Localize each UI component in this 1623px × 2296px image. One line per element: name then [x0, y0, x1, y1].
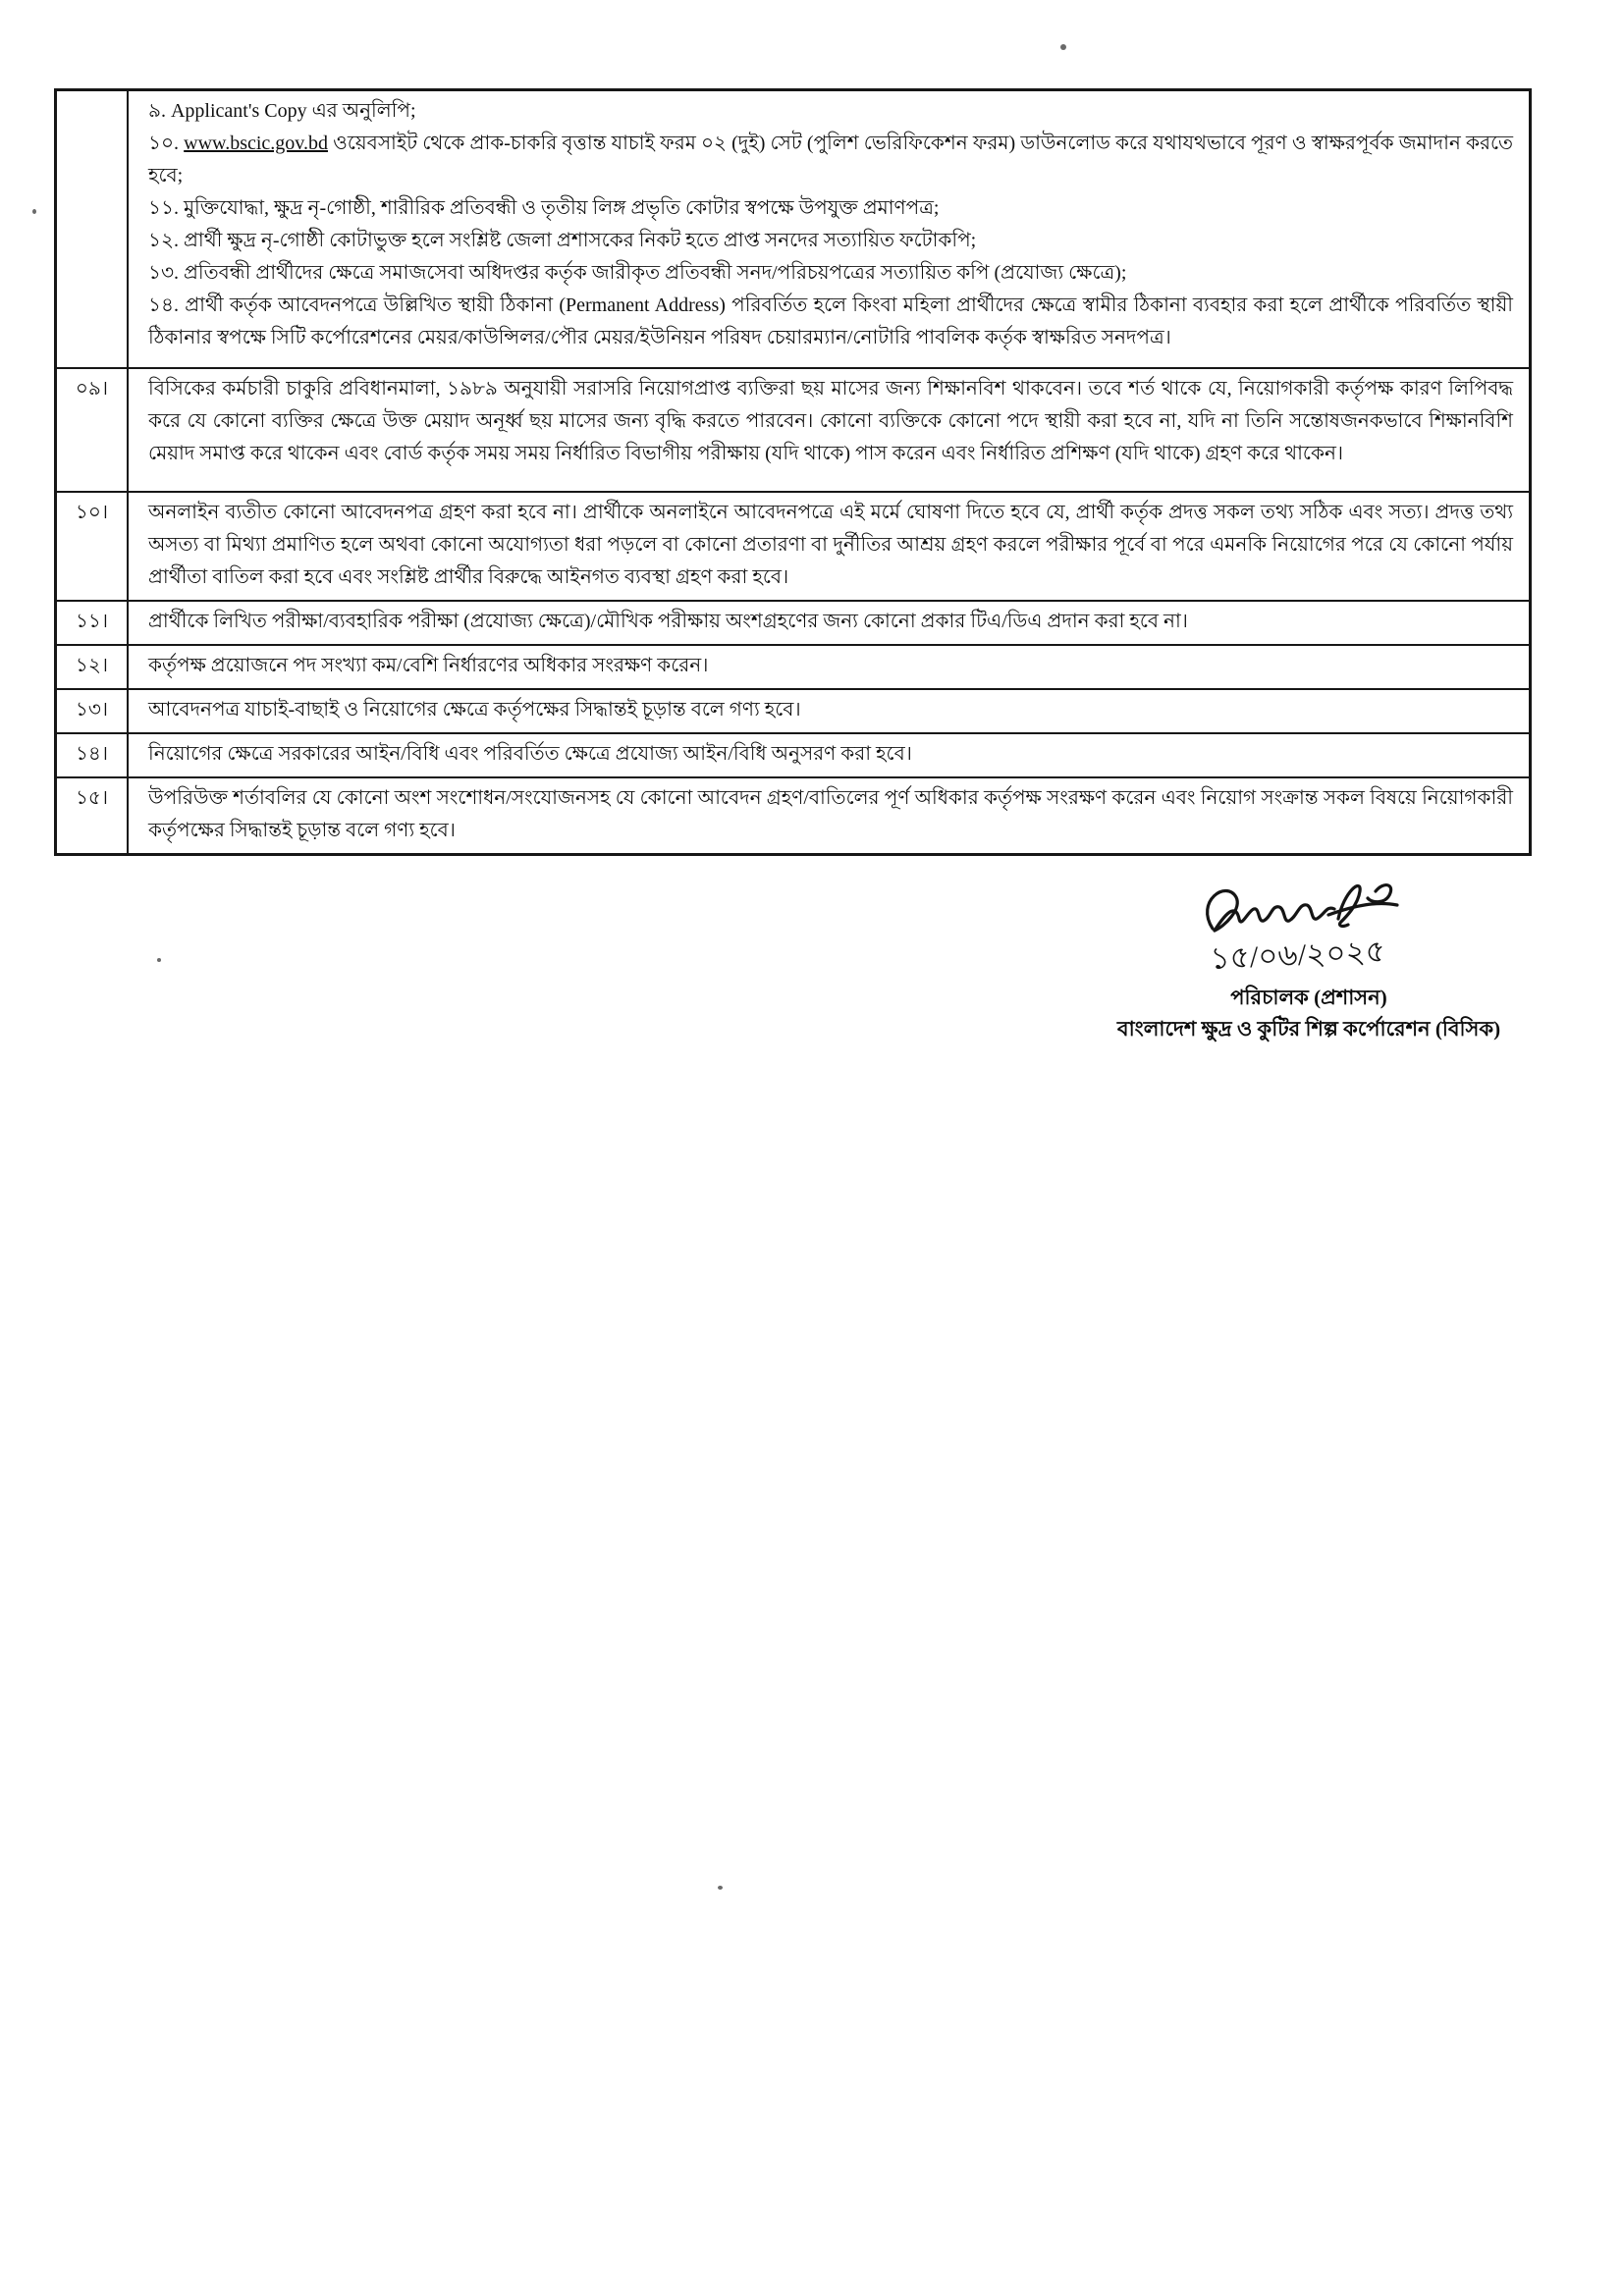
conditions-table [54, 88, 1532, 856]
condition-text: উপরিউক্ত শর্তাবলির যে কোনো অংশ সংশোধন/সংযোজনসহ যে কোনো আবেদন গ্রহণ/বাতিলের পূর্ণ অধিকার কর্তৃপক্ষ সংরক্ষণ করেন এবং নিয়োগ সংক্রান্ত সকল বিষয়ে নিয়োগকারী কর্তৃপক্ষের সিদ্ধান্তই চূড়ান্ত বলে গণ্য হবে। [148, 787, 1513, 841]
serial-number: ১৪। [57, 734, 129, 776]
list-item-10-suffix: ওয়েবসাইট থেকে প্রাক-চাকরি বৃত্তান্ত যাচাই ফরম ০২ (দুই) সেট (পুলিশ ভেরিফিকেশন ফরম) ডাউনলোড করে যথাযথভাবে পূরণ ও স্বাক্ষরপূর্বক জমাদান করতে হবে; [148, 133, 1514, 187]
serial-number: ১৫। [57, 778, 129, 853]
table-row-11 [57, 602, 1529, 646]
condition-text: বিসিকের কর্মচারী চাকুরি প্রবিধানমালা, ১৯৮৯ অনুযায়ী সরাসরি নিয়োগপ্রাপ্ত ব্যক্তিরা ছয় মাসের জন্য শিক্ষানবিশ থাকবেন। তবে শর্ত থাকে যে, নিয়োগকারী কর্তৃপক্ষ কারণ লিপিবদ্ধ করে যে কোনো ব্যক্তির ক্ষেত্রে উক্ত মেয়াদ অনূর্ধ্ব ছয় মাসের জন্য বৃদ্ধি করতে পারবেন। কোনো ব্যক্তিকে কোনো পদে স্থায়ী করা হবে না, যদি না তিনি সন্তোষজনকভাবে শিক্ষানবিশি মেয়াদ সমাপ্ত করে থাকেন এবং বোর্ড কর্তৃক সময় সময় নির্ধারিত বিভাগীয় পরীক্ষায় (যদি থাকে) পাস করেন এবং নির্ধারিত প্রশিক্ষণ (যদি থাকে) গ্রহণ করে থাকেন। [148, 378, 1513, 464]
table-row-13 [57, 690, 1529, 734]
list-item-10-prefix: ১০. [148, 133, 185, 154]
serial-number: ১০। [57, 493, 129, 600]
serial-number: ১১। [57, 602, 129, 644]
handwritten-date: ১৫/০৬/২০২৫ [1209, 934, 1386, 976]
list-item-14: ১৪. প্রার্থী কর্তৃক আবেদনপত্রে উল্লিখিত স্থায়ী ঠিকানা (Permanent Address) পরিবর্তিত হলে কিংবা মহিলা প্রার্থীদের ক্ষেত্রে স্বামীর ঠিকানা ব্যবহার করা হলে প্রার্থীকে পরিবর্তিত স্থায়ী ঠিকানার স্বপক্ষে সিটি কর্পোরেশনের মেয়র/কাউন্সিলর/পৌর মেয়র/ইউনিয়ন পরিষদ চেয়ারম্যান/নোটারি পাবলিক কর্তৃক স্বাক্ষরিত সনদপত্র। [148, 294, 1513, 348]
scan-speck [32, 209, 36, 214]
serial-cell-empty [57, 91, 129, 367]
required-documents-list [129, 91, 1529, 367]
serial-number: ১৩। [57, 690, 129, 732]
condition-text: অনলাইন ব্যতীত কোনো আবেদনপত্র গ্রহণ করা হবে না। প্রার্থীকে অনলাইনে আবেদনপত্রে এই মর্মে ঘোষণা দিতে হবে যে, প্রার্থী কর্তৃক প্রদত্ত সকল তথ্য সঠিক এবং সত্য। প্রদত্ত তথ্য অসত্য বা মিথ্যা প্রমাণিত হলে অথবা কোনো অযোগ্যতা ধরা পড়লে বা কোনো প্রতারণা বা দুর্নীতির আশ্রয় গ্রহণ করলে পরীক্ষার পূর্বে বা পরে এমনকি নিয়োগের পরে যে কোনো পর্যায় প্রার্থীতা বাতিল করা হবে এবং সংশ্লিষ্ট প্রার্থীর বিরুদ্ধে আইনগত ব্যবস্থা গ্রহণ করা হবে। [148, 502, 1513, 588]
table-row-14 [57, 734, 1529, 778]
list-item-13: ১৩. প্রতিবন্ধী প্রার্থীদের ক্ষেত্রে সমাজসেবা অধিদপ্তর কর্তৃক জারীকৃত প্রতিবন্ধী সনদ/পরিচয়পত্রের সত্যায়িত কপি (প্রযোজ্য ক্ষেত্রে); [148, 262, 1127, 284]
scan-speck [718, 1886, 723, 1890]
scan-speck [1060, 44, 1066, 50]
table-row-09 [57, 369, 1529, 493]
signatory-organization: বাংলাদেশ ক্ষুদ্র ও কুটির শিল্প কর্পোরেশন (বিসিক) [1116, 1017, 1501, 1041]
table-row-continuation [57, 91, 1529, 369]
signature-icon [1183, 872, 1478, 982]
bscic-website-link: www.bscic.gov.bd [184, 133, 328, 154]
list-item-10 [148, 128, 1513, 192]
condition-text: প্রার্থীকে লিখিত পরীক্ষা/ব্যবহারিক পরীক্ষা (প্রযোজ্য ক্ষেত্রে)/মৌখিক পরীক্ষায় অংশগ্রহণের জন্য কোনো প্রকার টিএ/ডিএ প্রদান করা হবে না। [148, 611, 1188, 632]
table-row-10 [57, 493, 1529, 602]
list-item-11: ১১. মুক্তিযোদ্ধা, ক্ষুদ্র নৃ-গোষ্ঠী, শারীরিক প্রতিবন্ধী ও তৃতীয় লিঙ্গ প্রভৃতি কোটার স্বপক্ষে উপযুক্ত প্রমাণপত্র; [148, 197, 940, 219]
condition-text: কর্তৃপক্ষ প্রয়োজনে পদ সংখ্যা কম/বেশি নির্ধারণের অধিকার সংরক্ষণ করেন। [148, 655, 709, 676]
list-item-9: ৯. Applicant's Copy এর অনুলিপি; [148, 100, 416, 122]
condition-text: নিয়োগের ক্ষেত্রে সরকারের আইন/বিধি এবং পরিবর্তিত ক্ষেত্রে প্রযোজ্য আইন/বিধি অনুসরণ করা হবে। [148, 743, 912, 765]
scan-speck [157, 958, 161, 962]
signatory-block [1034, 982, 1584, 1044]
list-item-12: ১২. প্রার্থী ক্ষুদ্র নৃ-গোষ্ঠী কোটাভুক্ত হলে সংশ্লিষ্ট জেলা প্রশাসকের নিকট হতে প্রাপ্ত সনদের সত্যায়িত ফটোকপি; [148, 230, 977, 251]
serial-number: ০৯। [57, 369, 129, 491]
signatory-designation: পরিচালক (প্রশাসন) [1230, 986, 1387, 1009]
serial-number: ১২। [57, 646, 129, 688]
table-row-15 [57, 778, 1529, 853]
table-row-12 [57, 646, 1529, 690]
condition-text: আবেদনপত্র যাচাই-বাছাই ও নিয়োগের ক্ষেত্রে কর্তৃপক্ষের সিদ্ধান্তই চূড়ান্ত বলে গণ্য হবে। [148, 699, 801, 721]
